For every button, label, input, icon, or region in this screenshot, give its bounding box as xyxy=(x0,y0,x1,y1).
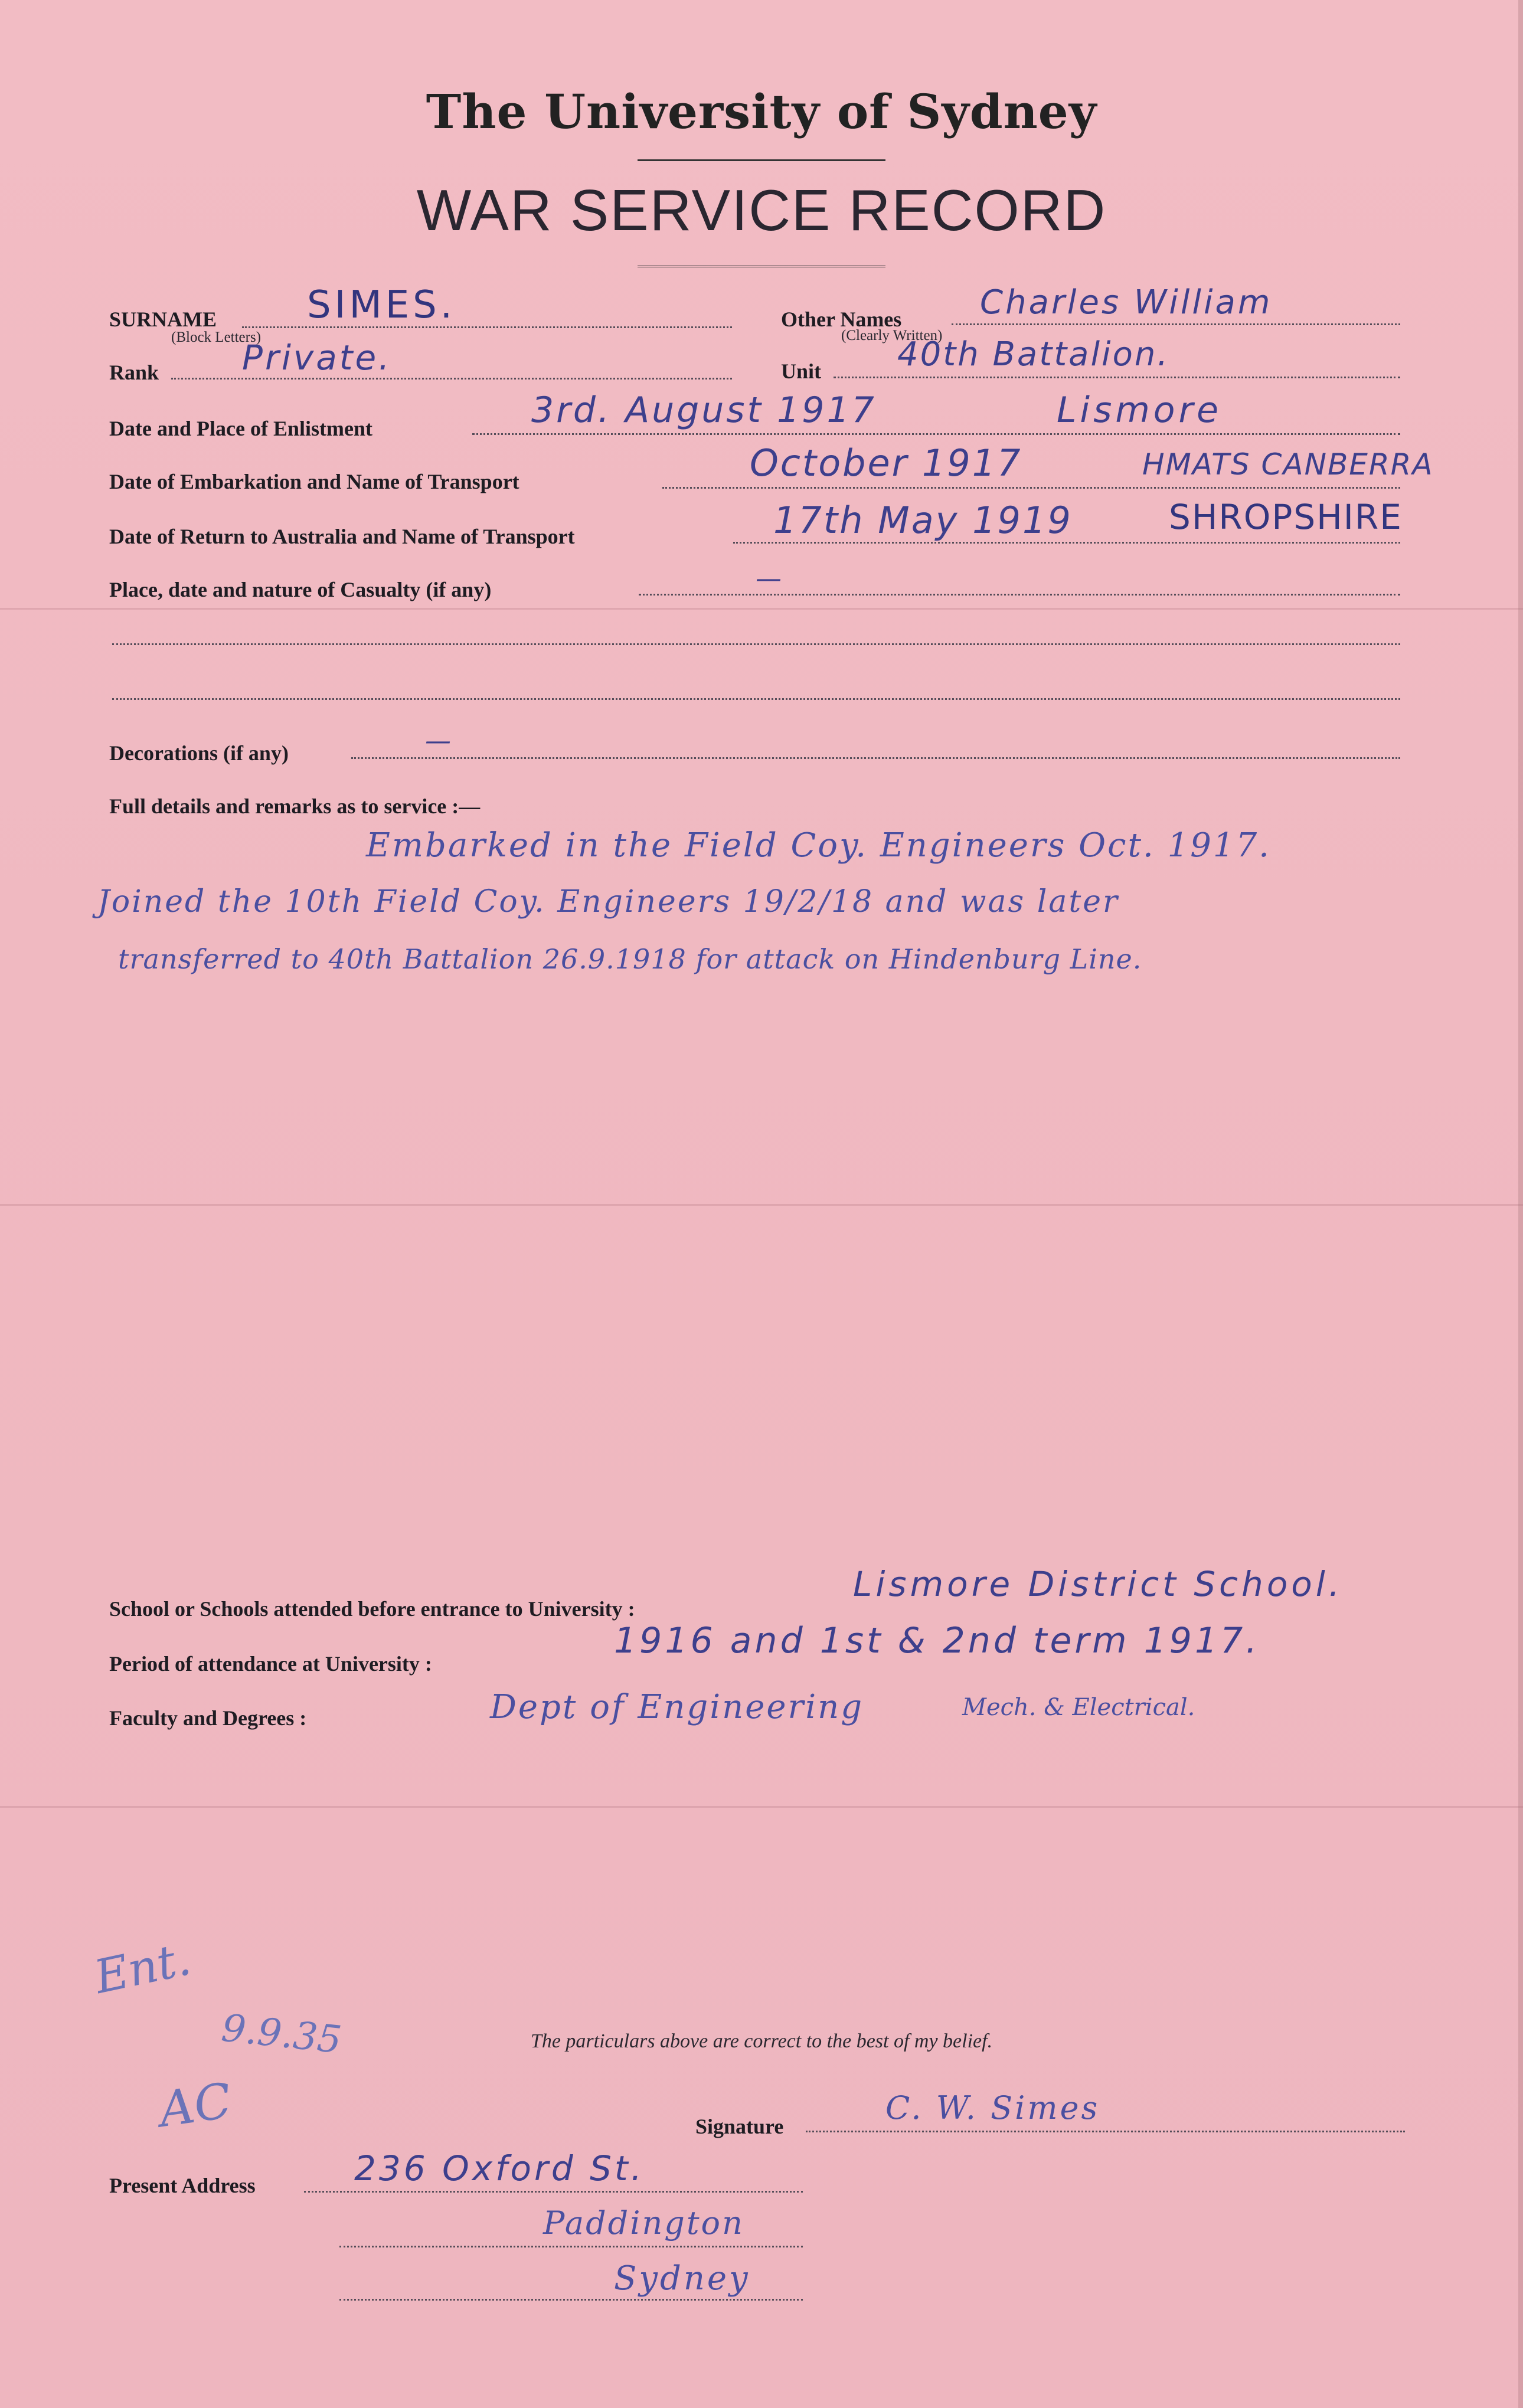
embarkation-transport: HMATS CANBERRA xyxy=(1142,447,1434,482)
embarkation-date: October 1917 xyxy=(750,441,1022,485)
school-value: Lismore District School. xyxy=(853,1564,1344,1604)
other-names-sublabel: (Clearly Written) xyxy=(841,328,943,343)
return-transport: SHROPSHIRE xyxy=(1169,497,1403,537)
decorations-value: — xyxy=(425,726,451,756)
surname-value: SIMES. xyxy=(307,283,456,327)
fold-line xyxy=(0,1204,1523,1206)
address-label: Present Address xyxy=(109,2174,256,2197)
return-line xyxy=(733,542,1400,544)
return-label: Date of Return to Australia and Name of Transport xyxy=(109,525,575,548)
period-value: 1916 and 1st & 2nd term 1917. xyxy=(614,1620,1260,1661)
surname-sublabel: (Block Letters) xyxy=(171,329,262,345)
address-line-3: Sydney xyxy=(614,2259,750,2298)
enlistment-label: Date and Place of Enlistment xyxy=(109,417,372,440)
casualty-line-3 xyxy=(112,698,1400,700)
casualty-value: — xyxy=(756,564,782,594)
rank-value: Private. xyxy=(242,338,392,378)
document-title: WAR SERVICE RECORD xyxy=(416,178,1107,243)
faculty-label: Faculty and Degrees : xyxy=(109,1706,307,1730)
belief-statement: The particulars above are correct to the best of my belief. xyxy=(530,2030,993,2052)
details-line-1: Embarked in the Field Coy. Engineers Oct. 1917. xyxy=(366,826,1271,865)
address-line-1-rule xyxy=(304,2191,803,2193)
unit-label: Unit xyxy=(781,359,822,383)
other-names-line xyxy=(952,323,1400,325)
address-line-1: 236 Oxford St. xyxy=(354,2148,645,2188)
embarkation-label: Date of Embarkation and Name of Transport xyxy=(109,470,519,493)
school-label: School or Schools attended before entrance to University : xyxy=(109,1597,635,1621)
enlistment-line xyxy=(472,433,1400,435)
other-names-label: Other Names xyxy=(781,307,902,331)
surname-label: SURNAME xyxy=(109,307,217,331)
signature-label: Signature xyxy=(695,2115,784,2138)
rank-line xyxy=(171,378,732,379)
embarkation-line xyxy=(662,487,1400,489)
period-label: Period of attendance at University : xyxy=(109,1652,432,1676)
enlistment-place: Lismore xyxy=(1057,390,1223,431)
details-label: Full details and remarks as to service :— xyxy=(109,794,481,818)
annotation-line-1: Ent. xyxy=(90,1932,195,2004)
header-rule xyxy=(638,159,885,161)
casualty-line xyxy=(639,594,1400,596)
decorations-label: Decorations (if any) xyxy=(109,741,289,765)
return-date: 17th May 1919 xyxy=(773,499,1073,542)
signature-value: C. W. Simes xyxy=(885,2089,1100,2126)
signature-line xyxy=(806,2131,1405,2132)
rank-label: Rank xyxy=(109,361,159,384)
casualty-line-2 xyxy=(112,643,1400,645)
faculty-detail: Mech. & Electrical. xyxy=(962,1694,1195,1721)
address-line-2: Paddington xyxy=(543,2204,744,2242)
details-line-2: Joined the 10th Field Coy. Engineers 19/2/18 and was later xyxy=(97,884,1119,920)
unit-line xyxy=(834,377,1400,378)
title-rule xyxy=(638,266,885,270)
enlistment-date: 3rd. August 1917 xyxy=(531,390,877,431)
decorations-line xyxy=(351,757,1400,759)
annotation-line-2: 9.9.35 xyxy=(219,2006,344,2063)
university-name: The University of Sydney xyxy=(426,84,1097,139)
fold-line xyxy=(0,608,1523,610)
details-line-3: transferred to 40th Battalion 26.9.1918 for attack on Hindenburg Line. xyxy=(118,943,1142,975)
fold-line xyxy=(0,1806,1523,1808)
annotation-line-3: AC xyxy=(155,2072,235,2139)
address-line-3-rule xyxy=(339,2299,803,2301)
casualty-label: Place, date and nature of Casualty (if any) xyxy=(109,578,492,601)
address-line-2-rule xyxy=(339,2246,803,2247)
unit-value: 40th Battalion. xyxy=(897,335,1170,374)
other-names-value: Charles William xyxy=(980,283,1273,322)
faculty-value: Dept of Engineering xyxy=(490,1688,864,1726)
